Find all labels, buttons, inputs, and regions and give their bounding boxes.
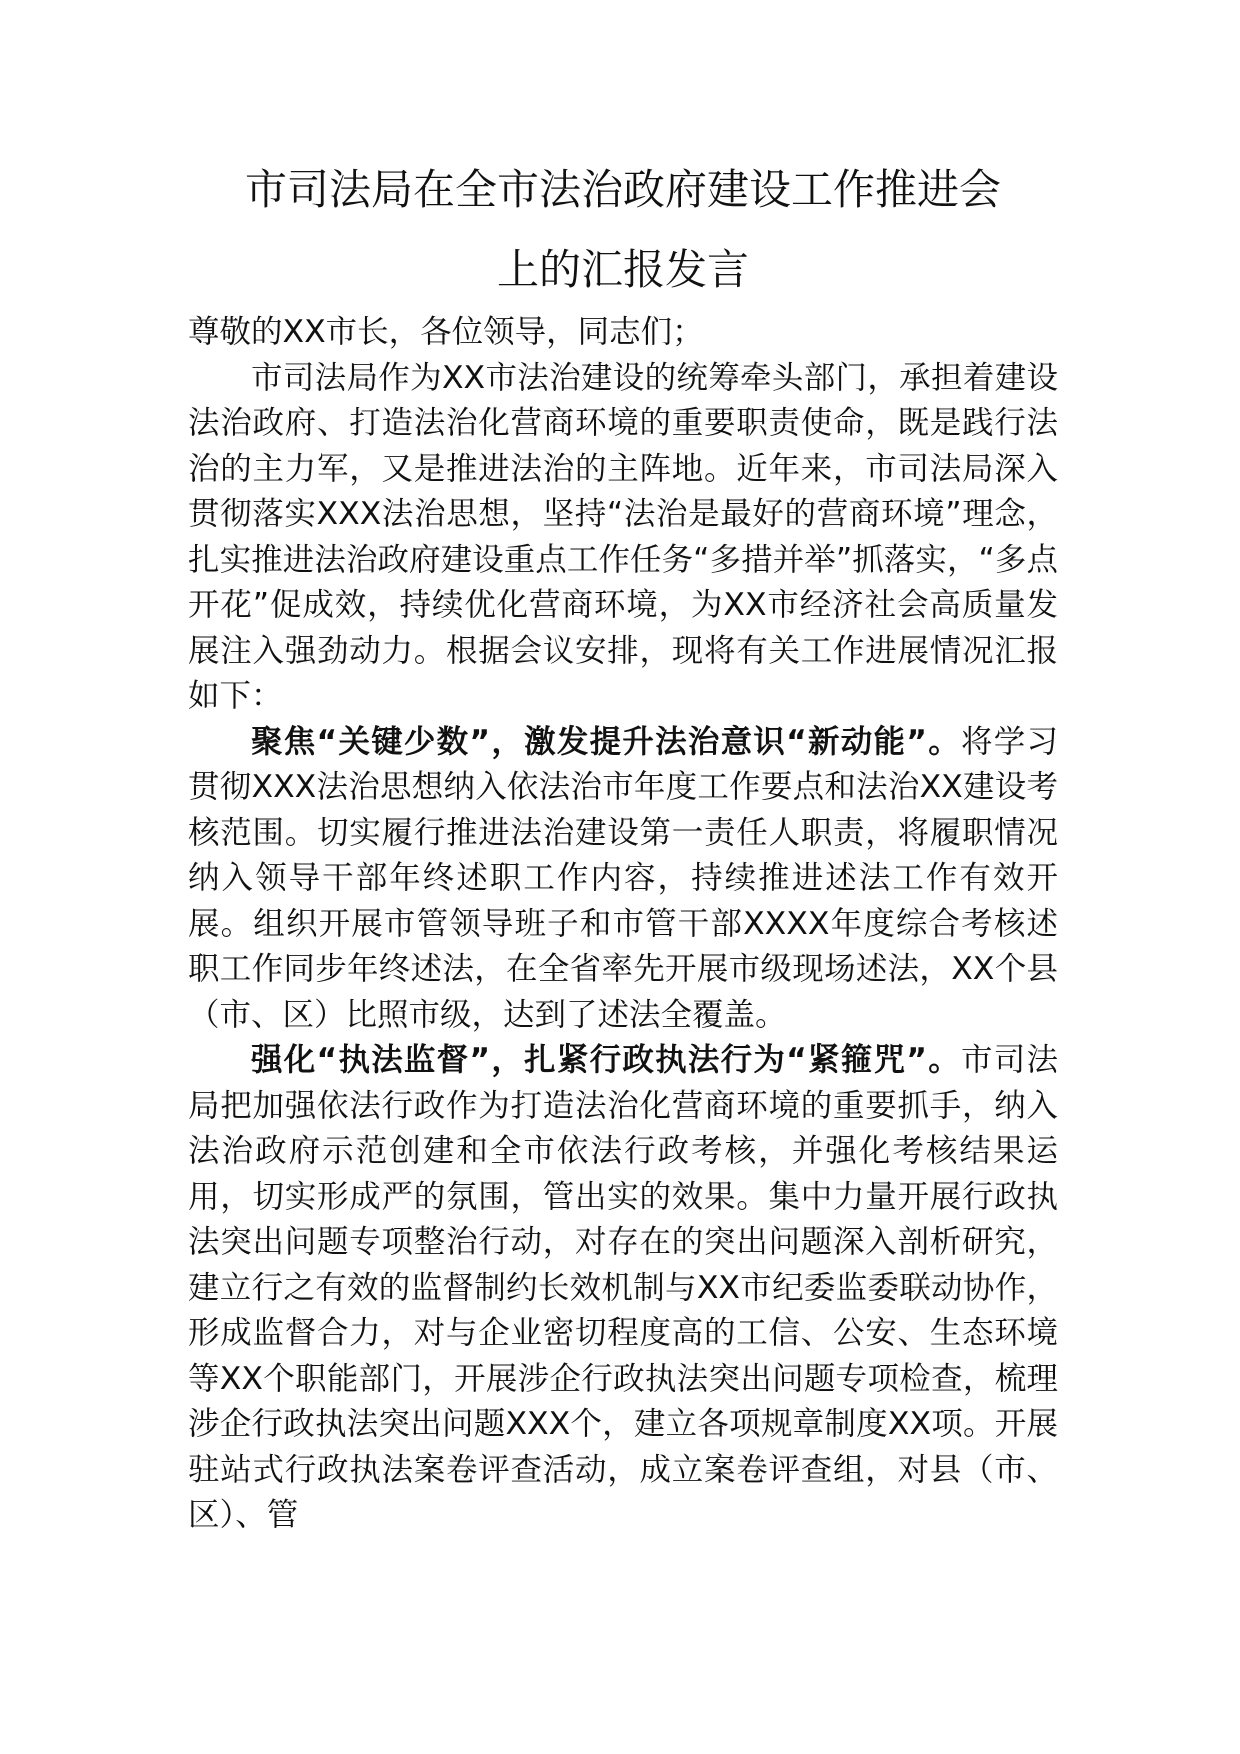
section-body: 将学习贯彻XXX法治思想纳入依法治市年度工作要点和法治XX建设考核范围。切实履行推进法治建设第一责任人职责，将履职情况纳入领导干部年终述职工作内容，持续推进述法工作有效开展。组织开展市管领导班子和市管干部XXXX年度综合考核述职工作同步年终述法，在全省率先开展市级现场述法，XX个县（市、区）比照市级，达到了述法全覆盖。: [188, 723, 1058, 1033]
intro-paragraph: 市司法局作为XX市法治建设的统筹牵头部门，承担着建设法治政府、打造法治化营商环境的重要职责使命，既是践行法治的主力军，又是推进法治的主阵地。近年来，市司法局深入贯彻落实XXX法治思想，坚持“法治是最好的营商环境”理念，扎实推进法治政府建设重点工作任务“多措并举”抓落实，“多点开花”促成效，持续优化营商环境，为XX市经济社会高质量发展注入强劲动力。根据会议安排，现将有关工作进展情况汇报如下：: [188, 359, 1058, 714]
document-title: [188, 150, 1058, 310]
section-paragraph: [188, 720, 1058, 1039]
title-line-2: 上的汇报发言: [496, 245, 749, 294]
section-heading: 聚焦“关键少数”，激发提升法治意识“新动能”。: [251, 723, 961, 760]
section-paragraph: [188, 1038, 1058, 1539]
salutation: 尊敬的XX市长，各位领导，同志们；: [188, 314, 704, 350]
section-heading: 强化“执法监督”，扎紧行政执法行为“紧箍咒”。: [251, 1042, 961, 1078]
document-page: [188, 150, 1058, 1539]
title-line-1: 市司法局在全市法治政府建设工作推进会: [244, 165, 1001, 214]
section-body: 市司法局把加强依法行政作为打造法治化营商环境的重要抓手，纳入法治政府示范创建和全市依法行政考核，并强化考核结果运用，切实形成严的氛围，管出实的效果。集中力量开展行政执法突出问题专项整治行动，对存在的突出问题深入剖析研究，建立行之有效的监督制约长效机制与XX市纪委监委联动协作，形成监督合力，对与企业密切程度高的工信、公安、生态环境等XX个职能部门，开展涉企行政执法突出问题专项检查，梳理涉企行政执法突出问题XXX个，建立各项规章制度XX项。开展驻站式行政执法案卷评查活动，成立案卷评查组，对县（市、区）、管: [188, 1042, 1058, 1533]
